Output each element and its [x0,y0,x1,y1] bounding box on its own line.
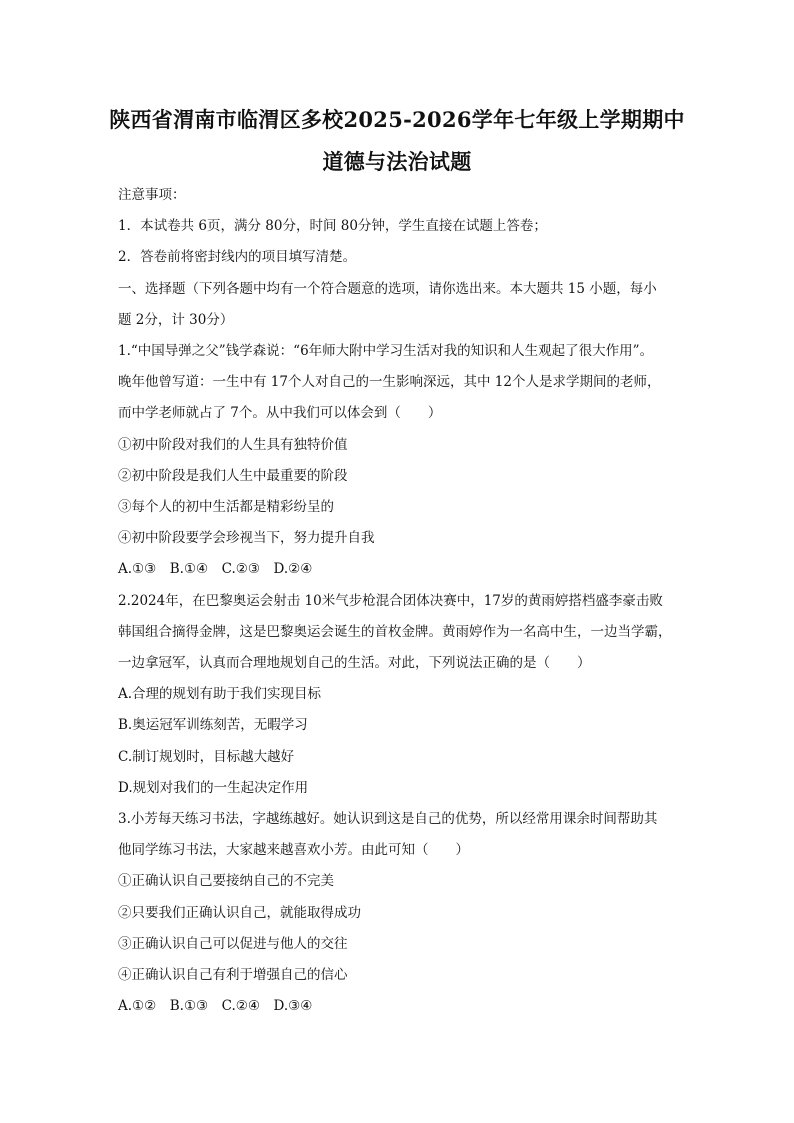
answer-choices: A.①② B.①③ C.②④ D.③④ [118,998,313,1015]
question-stem-line: 而中学老师就占了 7个。从中我们可以体会到（ ） [118,405,442,422]
question-option: A.合理的规划有助于我们实现目标 [118,686,322,703]
question-option: B.奥运冠军训练刻苦，无暇学习 [118,717,308,734]
question-option: ③每个人的初中生活都是精彩纷呈的 [118,499,334,516]
question-1 [118,336,680,586]
question-option: ①正确认识自己要接纳自己的不完美 [118,873,334,890]
question-stem-line: 一边拿冠军，认真而合理地规划自己的生活。对此，下列说法正确的是（ ） [118,655,591,672]
question-stem-line: 2.2024年，在巴黎奥运会射击 10米气步枪混合团体决赛中，17岁的黄雨婷搭档盛李豪击败 [118,592,663,609]
note-item: 2．答卷前将密封线内的项目填写清楚。 [118,249,357,266]
question-option: ④正确认识自己有利于增强自己的信心 [118,967,348,984]
exam-title-line2: 道德与法治试题 [322,149,472,174]
question-option: ①初中阶段对我们的人生具有独特价值 [118,436,348,453]
exam-title-line1: 陕西省渭南市临渭区多校2025-2026学年七年级上学期期中 [109,107,685,132]
question-stem-line: 他同学练习书法，大家越来越喜欢小芳。由此可知（ ） [118,842,469,859]
question-stem-line: 1.“中国导弹之父”钱学森说：“6年师大附中学习生活对我的知识和人生观起了很大作用”。 [118,343,654,360]
question-stem-line: 3.小芳每天练习书法，字越练越好。她认识到这是自己的优势，所以经常用课余时间帮助其 [118,811,658,828]
notes-heading: 注意事项： [118,187,186,203]
question-option: D.规划对我们的一生起决定作用 [118,779,309,796]
question-option: ④初中阶段要学会珍视当下，努力提升自我 [118,530,375,547]
question-3 [118,804,680,1022]
section-heading: 一、选择题（下列各题中均有一个符合题意的选项，请你选出来。本大题共 15 小题，每小 [118,280,657,297]
exam-content [118,180,680,1022]
answer-choices: A.①③ B.①④ C.②③ D.②④ [118,561,313,578]
question-stem-line: 晚年他曾写道：一生中有 17个人对自己的一生影响深远，其中 12个人是求学期间的老师， [118,374,661,391]
question-2 [118,586,680,804]
note-item: 1．本试卷共 6页，满分 80分，时间 80分钟，学生直接在试题上答卷； [118,218,547,235]
question-option: ②只要我们正确认识自己，就能取得成功 [118,904,361,921]
question-option: ③正确认识自己可以促进与他人的交往 [118,935,348,952]
question-option: C.制订规划时，目标越大越好 [118,748,295,765]
section-heading-cont: 题 2分，计 30分） [118,311,234,328]
question-stem-line: 韩国组合摘得金牌，这是巴黎奥运会诞生的首枚金牌。黄雨婷作为一名高中生，一边当学霸， [118,623,672,640]
question-option: ②初中阶段是我们人生中最重要的阶段 [118,467,348,484]
